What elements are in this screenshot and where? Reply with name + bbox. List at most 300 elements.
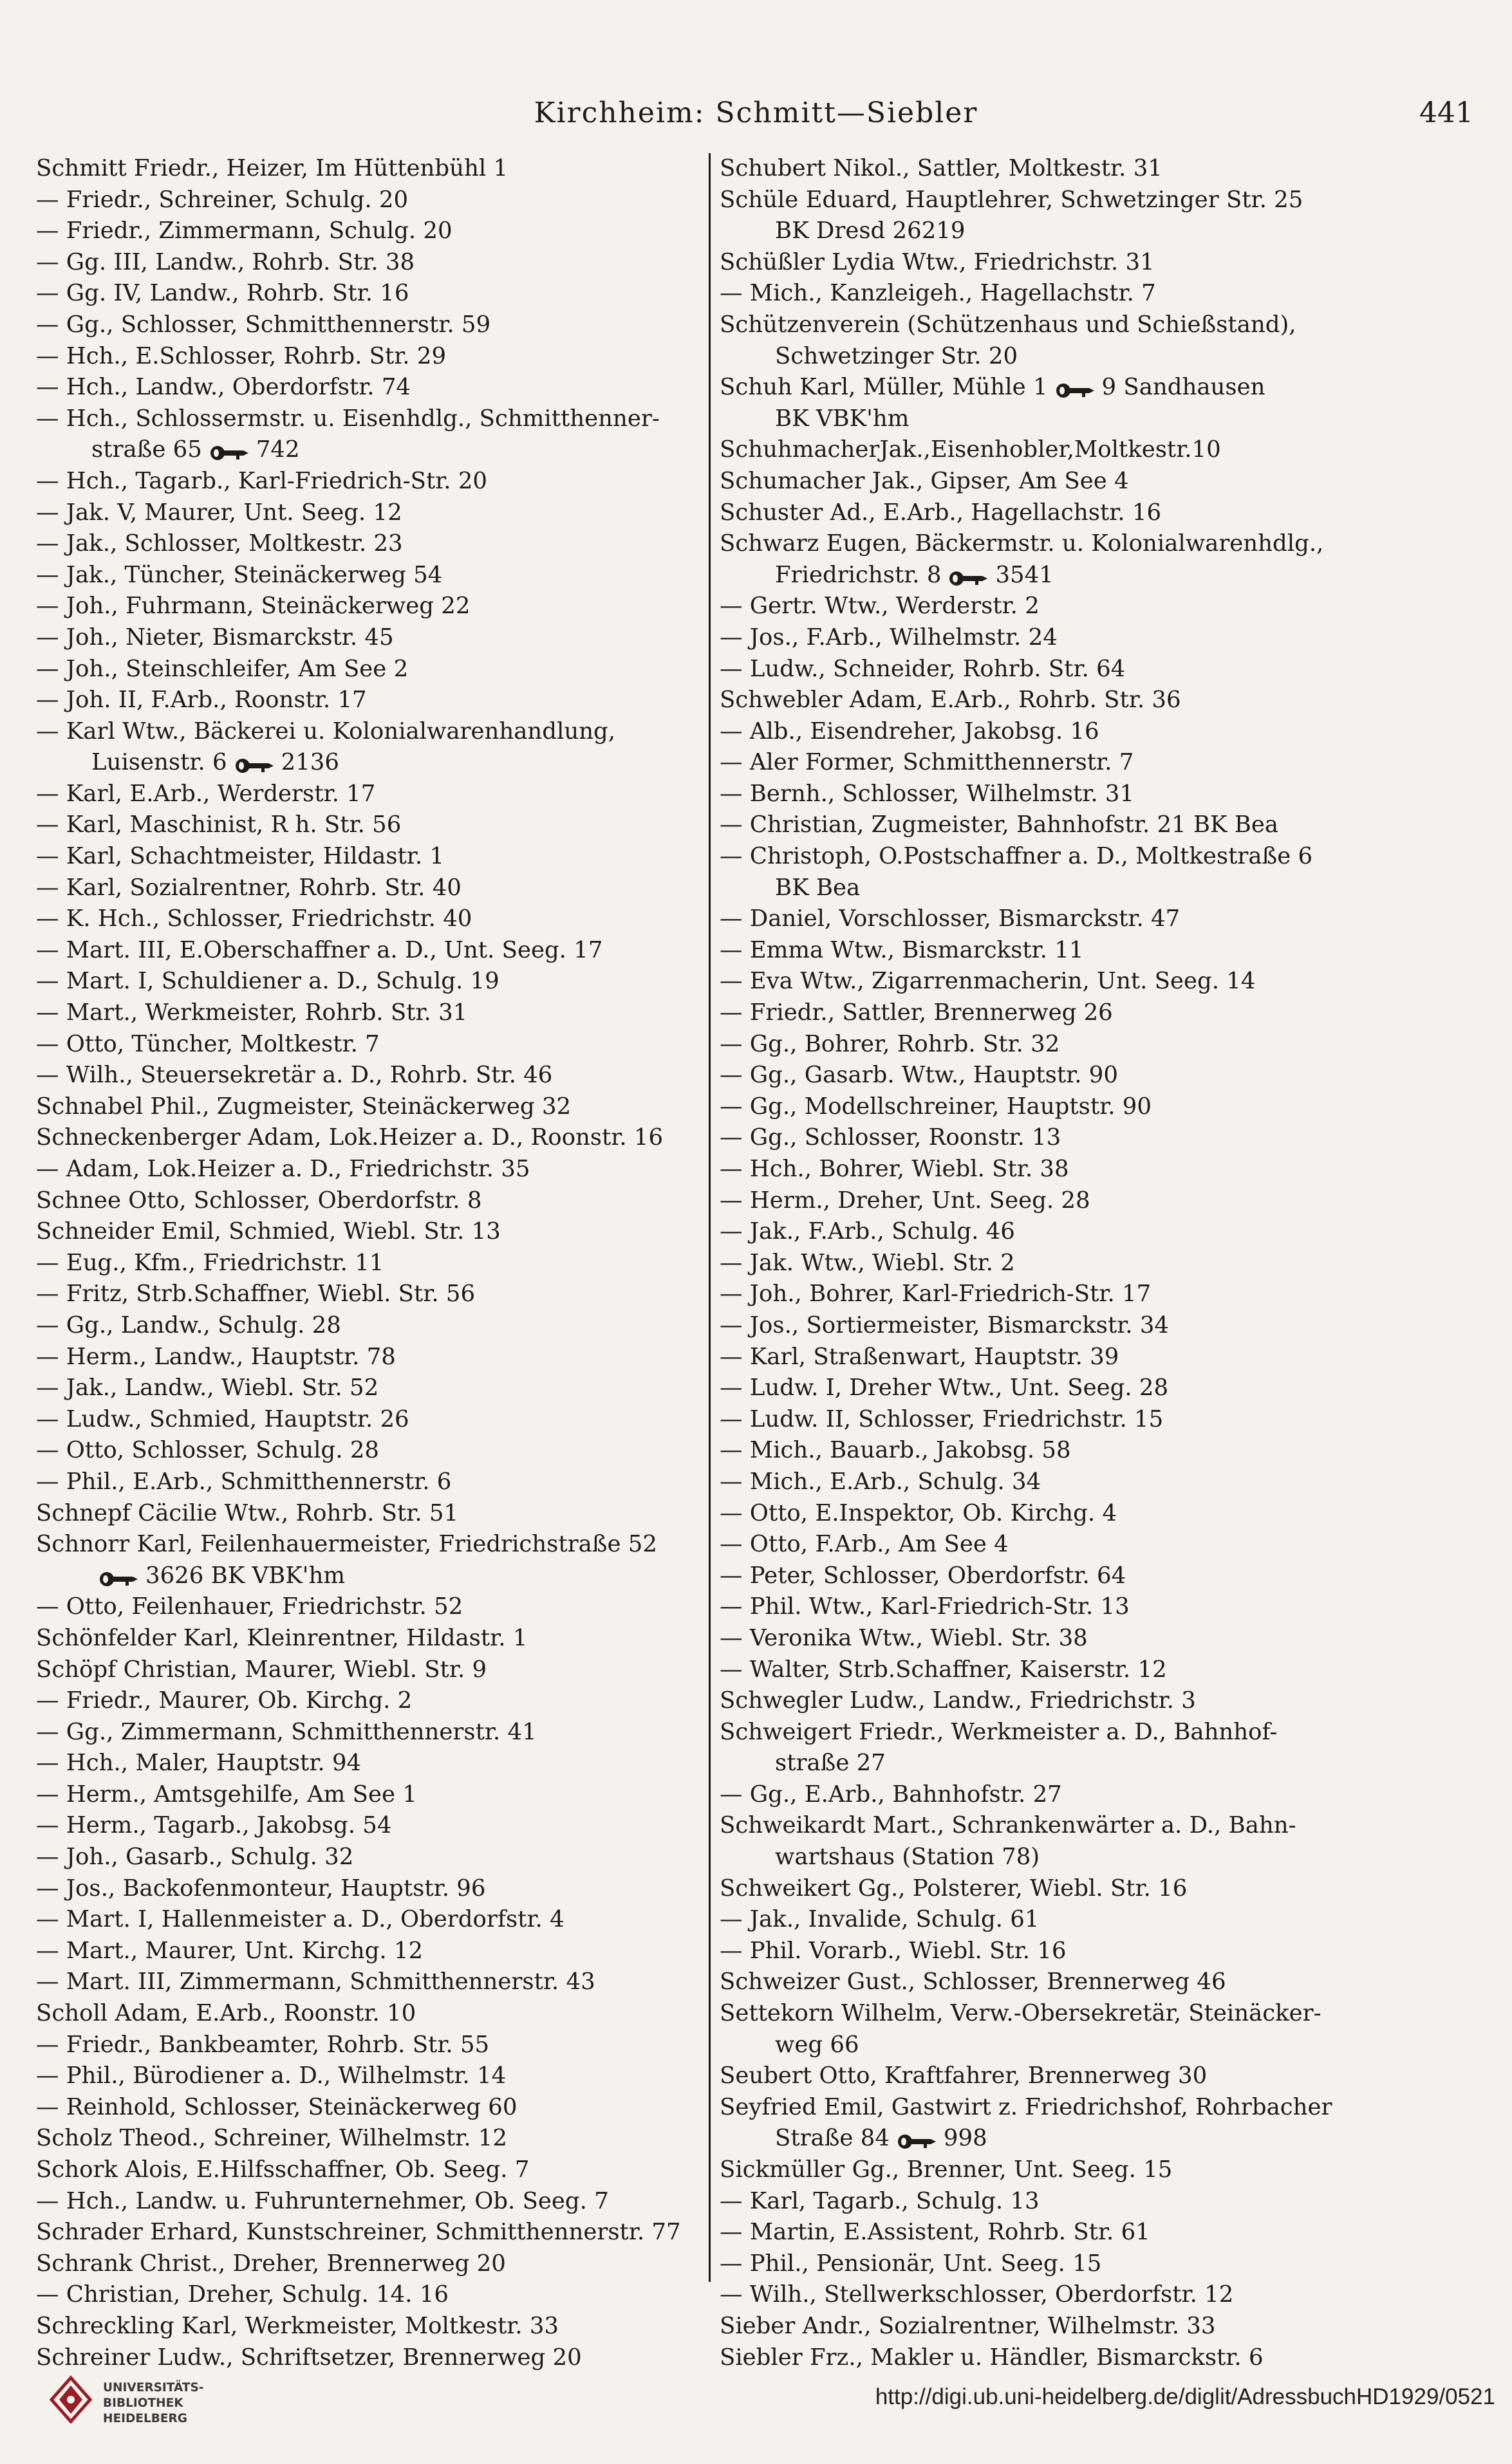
entry-text: Schork Alois, E.Hilfsschaffner, Ob. Seeg. 7 — [36, 2156, 530, 2183]
directory-entry — [720, 310, 1489, 341]
entry-text: — Karl Wtw., Bäckerei u. Kolonialwarenhandlung, — [36, 718, 616, 745]
directory-entry — [720, 216, 1489, 247]
directory-entry — [720, 747, 1489, 779]
directory-entry — [720, 1717, 1489, 1748]
entry-text: Schnepf Cäcilie Wtw., Rohrb. Str. 51 — [36, 1499, 459, 1526]
directory-entry — [720, 622, 1489, 654]
entry-text: Luisenstr. 6 — [91, 749, 227, 776]
directory-entry — [36, 2217, 699, 2248]
directory-entry — [36, 497, 699, 529]
key-phone-icon — [98, 1570, 139, 1588]
entry-text: Schwetzinger Str. 20 — [775, 342, 1018, 369]
directory-entry — [36, 2092, 699, 2124]
directory-entry — [720, 1904, 1489, 1936]
entry-text: — Ludw. I, Dreher Wtw., Unt. Seeg. 28 — [720, 1375, 1169, 1402]
directory-entry — [720, 591, 1489, 622]
directory-entry — [36, 1185, 699, 1217]
entry-text: — Aler Former, Schmitthennerstr. 7 — [720, 749, 1134, 776]
directory-entry — [36, 622, 699, 654]
directory-entry — [720, 1654, 1489, 1686]
right-column — [720, 153, 1489, 2373]
directory-entry — [36, 1936, 699, 1967]
directory-entry — [36, 2279, 699, 2311]
entry-text: — Mart. III, E.Oberschaffner a. D., Unt. Seeg. 17 — [36, 936, 603, 963]
entry-text: — Walter, Strb.Schaffner, Kaiserstr. 12 — [720, 1656, 1167, 1683]
directory-entry — [720, 1810, 1489, 1842]
entry-text: Schweizer Gust., Schlosser, Brennerweg 46 — [720, 1968, 1226, 1996]
entry-text: — Gg., Schlosser, Roonstr. 13 — [720, 1124, 1061, 1151]
entry-text: Settekorn Wilhelm, Verw.-Obersekretär, Steinäcker- — [720, 2000, 1321, 2027]
entry-text: — Friedr., Schreiner, Schulg. 20 — [36, 186, 409, 213]
directory-entry — [36, 1779, 699, 1811]
directory-entry — [720, 1154, 1489, 1185]
directory-entry — [36, 1529, 699, 1561]
entry-text: — Jak., F.Arb., Schulg. 46 — [720, 1218, 1015, 1245]
directory-entry — [36, 341, 699, 373]
entry-text: — Hch., Landw. u. Fuhrunternehmer, Ob. Seeg. 7 — [36, 2187, 609, 2214]
entry-text: Schubert Nikol., Sattler, Moltkestr. 31 — [720, 155, 1162, 181]
entry-text: — Otto, Tüncher, Moltkestr. 7 — [36, 1030, 380, 1057]
directory-entry — [720, 372, 1489, 403]
directory-entry — [36, 1998, 699, 2030]
entry-text: Friedrichstr. 8 — [775, 561, 942, 588]
entry-text: — Hch., Tagarb., Karl-Friedrich-Str. 20 — [36, 467, 488, 494]
directory-entry — [720, 1342, 1489, 1373]
entry-text: — Ludw., Schmied, Hauptstr. 26 — [36, 1405, 409, 1432]
directory-entry — [36, 2186, 699, 2218]
entry-text: — Mich., Kanzleigeh., Hagellachstr. 7 — [720, 280, 1156, 307]
directory-entry — [720, 966, 1489, 997]
entry-text: — Mart. I, Schuldiener a. D., Schulg. 19 — [36, 968, 499, 995]
entry-text: — Phil. Vorarb., Wiebl. Str. 16 — [720, 1937, 1067, 1964]
directory-entry — [36, 779, 699, 810]
entry-text: — Mart. I, Hallenmeister a. D., Oberdorfstr. 4 — [36, 1906, 565, 1933]
directory-entry — [36, 2123, 699, 2154]
entry-text: straße 65 — [91, 436, 202, 463]
directory-entry — [36, 1342, 699, 1373]
directory-entry — [720, 685, 1489, 716]
directory-entry — [36, 1310, 699, 1342]
entry-text: — Emma Wtw., Bismarckstr. 11 — [720, 936, 1084, 963]
entry-text: — Mich., Bauarb., Jakobsg. 58 — [720, 1437, 1071, 1464]
running-title: Kirchheim: Schmitt—Siebler — [534, 97, 978, 129]
directory-entry — [720, 1060, 1489, 1091]
entry-text: Schreckling Karl, Werkmeister, Moltkestr. 33 — [36, 2312, 559, 2339]
footer — [0, 2361, 1512, 2464]
directory-entry — [720, 185, 1489, 216]
entry-text: — Jak. V, Maurer, Unt. Seeg. 12 — [36, 499, 402, 526]
directory-entry — [36, 1654, 699, 1686]
directory-entry — [36, 1748, 699, 1779]
directory-entry — [36, 810, 699, 841]
directory-entry — [36, 310, 699, 341]
entry-text: — Jak. Wtw., Wiebl. Str. 2 — [720, 1249, 1015, 1276]
entry-text: Sieber Andr., Sozialrentner, Wilhelmstr. 33 — [720, 2312, 1216, 2339]
entry-text: — Mart. III, Zimmermann, Schmitthennerstr. 43 — [36, 1968, 595, 1996]
entry-text: — Jos., Backofenmonteur, Hauptstr. 96 — [36, 1875, 486, 1902]
directory-entry — [36, 935, 699, 967]
directory-entry — [36, 434, 699, 466]
entry-text: — Fritz, Strb.Schaffner, Wiebl. Str. 56 — [36, 1281, 476, 1308]
library-name-line: UNIVERSITÄTS- — [103, 2381, 204, 2395]
entry-text: — Karl, E.Arb., Werderstr. 17 — [36, 780, 376, 807]
entry-text: — Friedr., Sattler, Brennerweg 26 — [720, 999, 1113, 1026]
entry-text: Seyfried Emil, Gastwirt z. Friedrichshof, Rohrbacher — [720, 2093, 1332, 2120]
directory-entry — [36, 247, 699, 279]
directory-entry — [36, 1810, 699, 1842]
directory-entry — [720, 1467, 1489, 1498]
entry-text: — Mich., E.Arb., Schulg. 34 — [720, 1468, 1041, 1495]
directory-entry — [720, 403, 1489, 435]
entry-text: Schumacher Jak., Gipser, Am See 4 — [720, 467, 1129, 494]
entry-text: — Karl, Schachtmeister, Hildastr. 1 — [36, 843, 445, 870]
entry-text: — Phil., Bürodiener a. D., Wilhelmstr. 14 — [36, 2062, 507, 2089]
entry-text: — Mart., Maurer, Unt. Kirchg. 12 — [36, 1937, 424, 1964]
key-phone-icon — [947, 570, 989, 588]
directory-entry — [36, 1029, 699, 1061]
entry-text: Seubert Otto, Kraftfahrer, Brennerweg 30 — [720, 2062, 1208, 2089]
entry-text: — Christian, Zugmeister, Bahnhofstr. 21 BK Bea — [720, 811, 1279, 838]
key-phone-icon — [209, 444, 250, 462]
entry-text: — Wilh., Steuersekretär a. D., Rohrb. Str. 46 — [36, 1062, 553, 1089]
entry-text: — Herm., Amtsgehilfe, Am See 1 — [36, 1781, 417, 1808]
entry-text: — Joh., Nieter, Bismarckstr. 45 — [36, 624, 394, 651]
entry-text: — Joh., Bohrer, Karl-Friedrich-Str. 17 — [720, 1281, 1152, 1308]
entry-text: — Gg., Bohrer, Rohrb. Str. 32 — [720, 1030, 1060, 1057]
directory-entry — [720, 2123, 1489, 2154]
directory-entry — [36, 1060, 699, 1091]
directory-entry — [720, 1404, 1489, 1436]
directory-entry — [36, 403, 699, 435]
directory-entry — [36, 1623, 699, 1654]
directory-entry — [720, 1936, 1489, 1967]
directory-entry — [36, 1591, 699, 1623]
directory-entry — [36, 591, 699, 622]
entry-text: — Jos., Sortiermeister, Bismarckstr. 34 — [720, 1311, 1170, 1339]
directory-entry — [720, 1091, 1489, 1123]
entry-text: — Herm., Tagarb., Jakobsg. 54 — [36, 1812, 392, 1839]
directory-entry — [720, 1216, 1489, 1248]
entry-text: — Joh., Steinschleifer, Am See 2 — [36, 655, 409, 682]
entry-text: BK VBK'hm — [775, 405, 910, 432]
directory-entry — [720, 2061, 1489, 2092]
directory-entry — [36, 1248, 699, 1279]
entry-text: — Otto, Schlosser, Schulg. 28 — [36, 1437, 379, 1464]
directory-entry — [720, 1779, 1489, 1811]
entry-text: — Jak., Invalide, Schulg. 61 — [720, 1906, 1040, 1933]
entry-text: — Christoph, O.Postschaffner a. D., Moltkestraße 6 — [720, 843, 1313, 870]
directory-entry — [36, 216, 699, 247]
directory-entry — [36, 1685, 699, 1717]
entry-text: Siebler Frz., Makler u. Händler, Bismarckstr. 6 — [720, 2344, 1264, 2371]
entry-text: — Wilh., Stellwerkschlosser, Oberdorfstr. 12 — [720, 2281, 1234, 2308]
entry-text: Straße 84 — [775, 2125, 890, 2152]
directory-entry — [36, 1373, 699, 1404]
entry-text: Scholz Theod., Schreiner, Wilhelmstr. 12 — [36, 2125, 507, 2152]
entry-text: Schöpf Christian, Maurer, Wiebl. Str. 9 — [36, 1656, 487, 1683]
directory-entry — [36, 466, 699, 497]
entry-text: — Hch., Bohrer, Wiebl. Str. 38 — [720, 1156, 1069, 1182]
entry-text: — Gg., Gasarb. Wtw., Hauptstr. 90 — [720, 1062, 1118, 1089]
entry-text: — Jak., Landw., Wiebl. Str. 52 — [36, 1375, 379, 1402]
entry-text: — Gg. IV, Landw., Rohrb. Str. 16 — [36, 280, 409, 307]
entry-text: wartshaus (Station 78) — [775, 1844, 1040, 1871]
entry-text: — K. Hch., Schlosser, Friedrichstr. 40 — [36, 905, 472, 932]
entry-text: — Martin, E.Assistent, Rohrb. Str. 61 — [720, 2219, 1150, 2246]
directory-entry — [720, 997, 1489, 1029]
phone-number: 9 Sandhausen — [1101, 374, 1265, 401]
directory-entry — [720, 1842, 1489, 1873]
entry-text: SchuhmacherJak.,Eisenhobler,Moltkestr.10 — [720, 436, 1221, 463]
entry-text: Schneckenberger Adam, Lok.Heizer a. D., Roonstr. 16 — [36, 1124, 664, 1151]
entry-text: Scholl Adam, E.Arb., Roonstr. 10 — [36, 2000, 416, 2027]
directory-entry — [720, 528, 1489, 560]
directory-entry — [36, 873, 699, 904]
entry-text: — Otto, Feilenhauer, Friedrichstr. 52 — [36, 1593, 463, 1620]
entry-text: — Karl, Sozialrentner, Rohrb. Str. 40 — [36, 874, 462, 901]
directory-entry — [36, 903, 699, 935]
library-name — [103, 2380, 296, 2427]
entry-text: Schweigert Friedr., Werkmeister a. D., Bahnhof- — [720, 1718, 1278, 1745]
entry-text: — Phil., Pensionär, Unt. Seeg. 15 — [720, 2250, 1102, 2277]
page-header — [39, 97, 1473, 142]
entry-text: — Phil. Wtw., Karl-Friedrich-Str. 13 — [720, 1593, 1130, 1620]
entry-text: Schuh Karl, Müller, Mühle 1 — [720, 374, 1048, 401]
directory-entry — [720, 466, 1489, 497]
entry-text: — Peter, Schlosser, Oberdorfstr. 64 — [720, 1562, 1126, 1589]
entry-text: Schrader Erhard, Kunstschreiner, Schmitthennerstr. 77 — [36, 2219, 681, 2246]
entry-text: Schützenverein (Schützenhaus und Schießstand), — [720, 311, 1296, 338]
directory-entry — [720, 1591, 1489, 1623]
directory-entry — [36, 654, 699, 685]
entry-text: Schönfelder Karl, Kleinrentner, Hildastr. 1 — [36, 1624, 528, 1651]
entry-text: — Joh. II, F.Arb., Roonstr. 17 — [36, 687, 367, 714]
entry-text: — Alb., Eisendreher, Jakobsg. 16 — [720, 718, 1099, 745]
entry-text: — Hch., E.Schlosser, Rohrb. Str. 29 — [36, 342, 447, 369]
directory-entry — [720, 1185, 1489, 1217]
entry-text: — Karl, Tagarb., Schulg. 13 — [720, 2187, 1040, 2214]
entry-text: weg 66 — [775, 2031, 859, 2058]
source-url[interactable]: http://digi.ub.uni-heidelberg.de/diglit/AdressbuchHD1929/0521 — [875, 2384, 1495, 2409]
directory-entry — [36, 1842, 699, 1873]
directory-entry — [36, 372, 699, 403]
directory-entry — [720, 1435, 1489, 1467]
directory-entry — [720, 2279, 1489, 2311]
entry-text: BK Dresd 26219 — [775, 218, 966, 245]
entry-text: — Joh., Fuhrmann, Steinäckerweg 22 — [36, 593, 471, 620]
directory-entry — [36, 1122, 699, 1154]
directory-entry — [36, 1154, 699, 1185]
directory-entry — [36, 1904, 699, 1936]
library-name-line: HEIDELBERG — [103, 2412, 187, 2425]
directory-entry — [36, 1967, 699, 1998]
entry-text: — Herm., Landw., Hauptstr. 78 — [36, 1343, 396, 1370]
directory-entry — [720, 841, 1489, 873]
entry-text: Schnabel Phil., Zugmeister, Steinäckerweg 32 — [36, 1093, 572, 1120]
directory-entry — [36, 1873, 699, 1905]
entry-text: Schrank Christ., Dreher, Brennerweg 20 — [36, 2250, 506, 2277]
entry-text: Schwarz Eugen, Bäckermstr. u. Kolonialwarenhdlg., — [720, 530, 1324, 557]
entry-text: Sickmüller Gg., Brenner, Unt. Seeg. 15 — [720, 2156, 1173, 2183]
library-logo-icon — [46, 2375, 95, 2424]
directory-entry — [720, 654, 1489, 685]
directory-entry — [720, 1373, 1489, 1404]
directory-entry — [36, 1435, 699, 1467]
entry-text: — Daniel, Vorschlosser, Bismarckstr. 47 — [720, 905, 1181, 932]
directory-entry — [36, 560, 699, 591]
directory-entry — [720, 278, 1489, 310]
directory-entry — [720, 1029, 1489, 1061]
directory-entry — [720, 2186, 1489, 2218]
entry-text: — Mart., Werkmeister, Rohrb. Str. 31 — [36, 999, 468, 1026]
directory-entry — [720, 341, 1489, 373]
entry-text: — Joh., Gasarb., Schulg. 32 — [36, 1844, 354, 1871]
entry-text: Schneider Emil, Schmied, Wiebl. Str. 13 — [36, 1218, 501, 1245]
directory-entry — [720, 1310, 1489, 1342]
directory-entry — [36, 2061, 699, 2092]
directory-entry — [720, 1498, 1489, 1530]
directory-entry — [36, 716, 699, 748]
directory-entry — [720, 153, 1489, 185]
directory-entry — [36, 1717, 699, 1748]
directory-entry — [720, 1529, 1489, 1561]
directory-entry — [36, 841, 699, 873]
entry-text: — Friedr., Bankbeamter, Rohrb. Str. 55 — [36, 2031, 490, 2058]
entry-text: — Christian, Dreher, Schulg. 14. 16 — [36, 2281, 449, 2308]
entry-text: — Bernh., Schlosser, Wilhelmstr. 31 — [720, 780, 1135, 807]
entry-text: Schuster Ad., E.Arb., Hagellachstr. 16 — [720, 499, 1162, 526]
directory-entry — [720, 1248, 1489, 1279]
directory-entry — [36, 153, 699, 185]
directory-entry — [36, 185, 699, 216]
directory-entry — [720, 2092, 1489, 2124]
entry-text: — Ludw., Schneider, Rohrb. Str. 64 — [720, 655, 1126, 682]
entry-text: Schwebler Adam, E.Arb., Rohrb. Str. 36 — [720, 687, 1181, 714]
phone-number: 998 — [943, 2125, 987, 2152]
left-column — [36, 153, 699, 2373]
entry-text: Schnee Otto, Schlosser, Oberdorfstr. 8 — [36, 1187, 482, 1214]
entry-text: — Karl, Maschinist, R h. Str. 56 — [36, 811, 402, 838]
directory-entry — [720, 1623, 1489, 1654]
entry-text: — Otto, E.Inspektor, Ob. Kirchg. 4 — [720, 1499, 1117, 1526]
entry-text: Schnorr Karl, Feilenhauermeister, Friedrichstraße 52 — [36, 1531, 657, 1558]
entry-text: Schüßler Lydia Wtw., Friedrichstr. 31 — [720, 248, 1155, 275]
directory-entry — [720, 560, 1489, 591]
directory-entry — [36, 1498, 699, 1530]
entry-text: — Otto, F.Arb., Am See 4 — [720, 1531, 1009, 1558]
directory-entry — [720, 810, 1489, 841]
entry-text: — Gg., Modellschreiner, Hauptstr. 90 — [720, 1093, 1152, 1120]
entry-text: — Phil., E.Arb., Schmitthennerstr. 6 — [36, 1468, 452, 1495]
directory-entry — [720, 716, 1489, 748]
directory-entry — [720, 247, 1489, 279]
directory-entry — [720, 434, 1489, 466]
directory-entry — [36, 966, 699, 997]
entry-text: — Jos., F.Arb., Wilhelmstr. 24 — [720, 624, 1058, 651]
entry-text: — Ludw. II, Schlosser, Friedrichstr. 15 — [720, 1405, 1164, 1432]
directory-entry — [36, 997, 699, 1029]
directory-entry — [36, 2248, 699, 2280]
entry-text: — Gg., Zimmermann, Schmitthennerstr. 41 — [36, 1718, 537, 1745]
directory-entry — [720, 1967, 1489, 1998]
directory-entry — [720, 1685, 1489, 1717]
entry-text: — Gertr. Wtw., Werderstr. 2 — [720, 593, 1040, 620]
directory-entry — [36, 1279, 699, 1310]
entry-text: — Herm., Dreher, Unt. Seeg. 28 — [720, 1187, 1090, 1214]
entry-text: — Reinhold, Schlosser, Steinäckerweg 60 — [36, 2093, 518, 2120]
directory-entry — [36, 1467, 699, 1498]
directory-entry — [36, 747, 699, 779]
directory-entry — [720, 2217, 1489, 2248]
phone-number: 3541 — [995, 561, 1054, 588]
phone-number: 3626 BK VBK'hm — [145, 1562, 346, 1589]
entry-text: Schreiner Ludw., Schriftsetzer, Brennerweg 20 — [36, 2344, 582, 2371]
directory-entry — [720, 903, 1489, 935]
entry-text: Schwegler Ludw., Landw., Friedrichstr. 3 — [720, 1687, 1196, 1714]
directory-entry — [36, 1561, 699, 1592]
directory-entry — [720, 1873, 1489, 1905]
directory-entry — [720, 2311, 1489, 2342]
directory-entry — [720, 935, 1489, 967]
entry-text: — Jak., Tüncher, Steinäckerweg 54 — [36, 561, 443, 588]
directory-entry — [720, 2030, 1489, 2061]
key-phone-icon — [1054, 382, 1096, 400]
entry-text: — Gg., E.Arb., Bahnhofstr. 27 — [720, 1781, 1062, 1808]
directory-entry — [720, 1561, 1489, 1592]
directory-entry — [36, 685, 699, 716]
page-number: 441 — [1419, 97, 1473, 129]
directory-entry — [36, 1404, 699, 1436]
directory-entry — [720, 1279, 1489, 1310]
column-divider — [709, 153, 711, 2282]
entry-text: — Veronika Wtw., Wiebl. Str. 38 — [720, 1624, 1088, 1651]
entry-text: — Jak., Schlosser, Moltkestr. 23 — [36, 530, 403, 557]
library-name-line: BIBLIOTHEK — [103, 2396, 183, 2410]
directory-entry — [720, 873, 1489, 904]
entry-text: — Gg., Schlosser, Schmitthennerstr. 59 — [36, 311, 491, 338]
directory-entry — [36, 528, 699, 560]
key-phone-icon — [234, 757, 275, 775]
phone-number: 2136 — [281, 749, 339, 776]
library-logo[interactable] — [46, 2375, 204, 2427]
directory-entry — [36, 1091, 699, 1123]
entry-text: Schüle Eduard, Hauptlehrer, Schwetzinger Str. 25 — [720, 186, 1303, 213]
entry-text: BK Bea — [775, 874, 861, 901]
directory-entry — [36, 2311, 699, 2342]
entry-text: — Gg., Landw., Schulg. 28 — [36, 1311, 341, 1339]
directory-entry — [720, 1998, 1489, 2030]
entry-text: — Eug., Kfm., Friedrichstr. 11 — [36, 1249, 384, 1276]
entry-text: — Friedr., Zimmermann, Schulg. 20 — [36, 218, 453, 245]
key-phone-icon — [896, 2133, 937, 2151]
entry-text: — Karl, Straßenwart, Hauptstr. 39 — [720, 1343, 1119, 1370]
directory-entry — [720, 2248, 1489, 2280]
directory-entry — [720, 1748, 1489, 1779]
directory-entry — [720, 2154, 1489, 2186]
directory-entry — [720, 779, 1489, 810]
entry-text: — Friedr., Maurer, Ob. Kirchg. 2 — [36, 1687, 413, 1714]
entry-text: Schweikardt Mart., Schrankenwärter a. D., Bahn- — [720, 1812, 1296, 1839]
entry-text: — Adam, Lok.Heizer a. D., Friedrichstr. 35 — [36, 1156, 530, 1182]
directory-entry — [36, 1216, 699, 1248]
directory-entry — [36, 278, 699, 310]
entry-text: Schweikert Gg., Polsterer, Wiebl. Str. 16 — [720, 1875, 1188, 1902]
directory-entry — [720, 1122, 1489, 1154]
entry-text: — Hch., Schlossermstr. u. Eisenhdlg., Schmitthenner- — [36, 405, 660, 432]
entry-text: — Eva Wtw., Zigarrenmacherin, Unt. Seeg. 14 — [720, 968, 1256, 995]
directory-entry — [36, 2154, 699, 2186]
phone-number: 742 — [256, 436, 300, 463]
